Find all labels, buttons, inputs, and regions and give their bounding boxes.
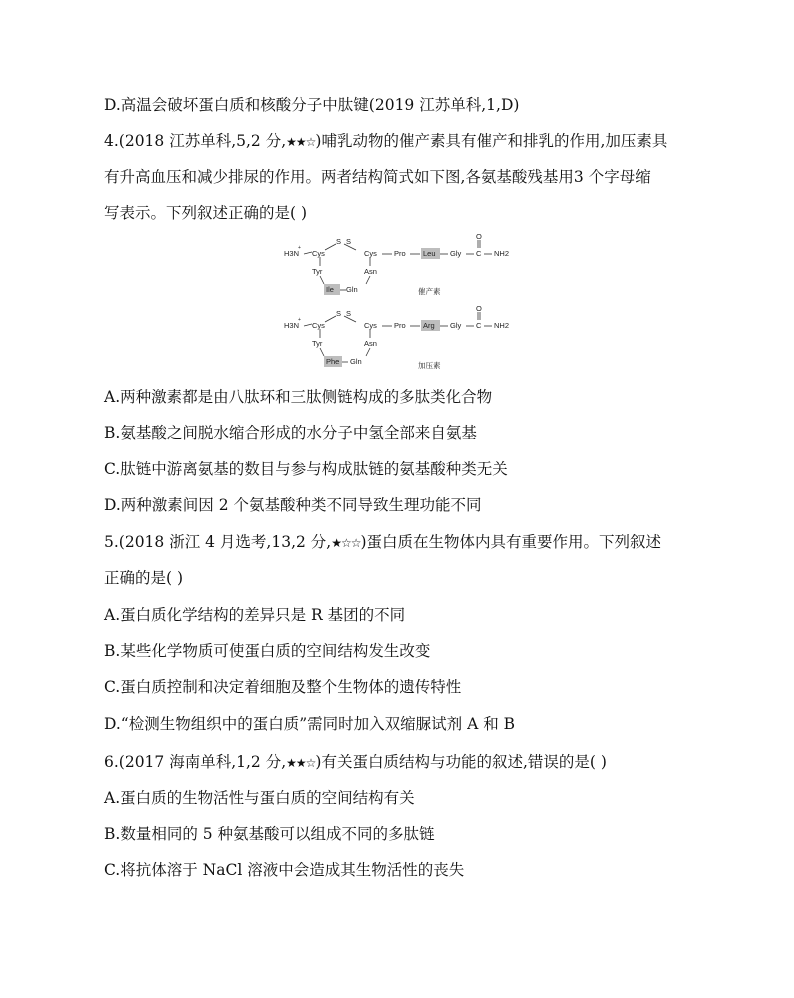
question-4-line-1 xyxy=(104,131,667,152)
residue-asn: Asn xyxy=(364,339,377,348)
question-5-line-1 xyxy=(104,532,661,553)
question-text: )蛋白质在生物体内具有重要作用。下列叙述 xyxy=(360,533,662,551)
question-5-option-d xyxy=(104,714,515,734)
oxygen-atom: O xyxy=(476,232,482,241)
amide-group: NH2 xyxy=(494,321,510,330)
question-4-line-3 xyxy=(104,203,307,223)
residue-gly: Gly xyxy=(450,249,462,258)
oxygen-atom: O xyxy=(476,304,482,313)
line-text: 正确的是( ) xyxy=(104,569,184,587)
question-source: 5.(2018 浙江 4 月选考,13,2 分, xyxy=(104,533,332,551)
line-text: C.肽链中游离氨基的数目与参与构成肽链的氨基酸种类无关 xyxy=(104,460,508,478)
residue-pro: Pro xyxy=(394,249,406,258)
residue-gln: Gln xyxy=(346,285,358,294)
line-text: A.两种激素都是由八肽环和三肽侧链构成的多肽类化合物 xyxy=(104,388,493,406)
question-6-option-b xyxy=(104,824,435,844)
amide-group: NH2 xyxy=(494,249,510,258)
residue-cys: Cys xyxy=(312,249,325,258)
question-6-option-c xyxy=(104,860,464,880)
option-d-q3 xyxy=(104,95,519,115)
residue-variable-tail: Arg xyxy=(423,321,435,330)
question-5-option-a xyxy=(104,605,405,625)
sulfur-atom: S xyxy=(336,309,342,318)
residue-variable-ring: Phe xyxy=(326,357,340,366)
line-text: D.高温会破坏蛋白质和核酸分子中肽键(2019 江苏单科,1,D) xyxy=(104,96,520,114)
line-text: C.将抗体溶于 NaCl 溶液中会造成其生物活性的丧失 xyxy=(104,861,465,879)
difficulty-stars-icon: ★☆☆ xyxy=(331,536,361,550)
residue-gln: Gln xyxy=(350,357,362,366)
residue-cys: Cys xyxy=(312,321,325,330)
question-text: )有关蛋白质结构与功能的叙述,错误的是( ) xyxy=(315,753,607,771)
residue-tyr: Tyr xyxy=(312,267,323,276)
residue-gly: Gly xyxy=(450,321,462,330)
carbon-atom: C xyxy=(476,321,482,330)
line-text: C.蛋白质控制和决定着细胞及整个生物体的遗传特性 xyxy=(104,678,462,696)
hormone-structure-figure xyxy=(280,232,530,372)
charge-sign: + xyxy=(298,245,301,251)
line-text: D.两种激素间因 2 个氨基酸种类不同导致生理功能不同 xyxy=(104,496,482,514)
question-4-option-b xyxy=(104,423,477,443)
question-6-option-a xyxy=(104,788,415,808)
question-source: 4.(2018 江苏单科,5,2 分, xyxy=(104,132,287,150)
sulfur-atom: S xyxy=(346,237,352,246)
line-text: A.蛋白质化学结构的差异只是 R 基团的不同 xyxy=(104,606,406,624)
question-text: )哺乳动物的催产素具有催产和排乳的作用,加压素具 xyxy=(315,132,668,150)
line-text: 有升高血压和减少排尿的作用。两者结构简式如下图,各氨基酸残基用3 个字母缩 xyxy=(104,168,651,186)
carbon-atom: C xyxy=(476,249,482,258)
sulfur-atom: S xyxy=(346,309,352,318)
line-text: B.某些化学物质可使蛋白质的空间结构发生改变 xyxy=(104,642,431,660)
amine-group: H3N xyxy=(284,249,300,258)
residue-cys: Cys xyxy=(364,249,377,258)
figure-caption-bottom: 加压素 xyxy=(418,361,441,370)
difficulty-stars-icon: ★★☆ xyxy=(286,756,316,770)
line-text: D.“检测生物组织中的蛋白质”需同时加入双缩脲试剂 A 和 B xyxy=(104,715,516,733)
residue-pro: Pro xyxy=(394,321,406,330)
charge-sign: + xyxy=(298,317,301,323)
question-4-option-c xyxy=(104,459,508,479)
residue-tyr: Tyr xyxy=(312,339,323,348)
question-4-line-2 xyxy=(104,167,651,187)
line-text: B.氨基酸之间脱水缩合形成的水分子中氢全部来自氨基 xyxy=(104,424,477,442)
residue-asn: Asn xyxy=(364,267,377,276)
question-5-option-b xyxy=(104,641,430,661)
question-4-option-d xyxy=(104,495,482,515)
line-text: A.蛋白质的生物活性与蛋白质的空间结构有关 xyxy=(104,789,415,807)
line-text: 写表示。下列叙述正确的是( ) xyxy=(104,204,308,222)
question-4-option-a xyxy=(104,387,492,407)
difficulty-stars-icon: ★★☆ xyxy=(286,135,316,149)
question-5-line-2 xyxy=(104,568,183,588)
residue-variable-tail: Leu xyxy=(423,249,436,258)
amine-group: H3N xyxy=(284,321,300,330)
residue-variable-ring: Ile xyxy=(326,285,334,294)
line-text: B.数量相同的 5 种氨基酸可以组成不同的多肽链 xyxy=(104,825,435,843)
vasopressin-structure xyxy=(304,312,492,362)
question-5-option-c xyxy=(104,677,461,697)
oxytocin-structure xyxy=(304,240,492,290)
figure-caption-top: 催产素 xyxy=(418,287,441,296)
question-6-line-1 xyxy=(104,752,607,773)
residue-cys: Cys xyxy=(364,321,377,330)
question-source: 6.(2017 海南单科,1,2 分, xyxy=(104,753,287,771)
sulfur-atom: S xyxy=(336,237,342,246)
